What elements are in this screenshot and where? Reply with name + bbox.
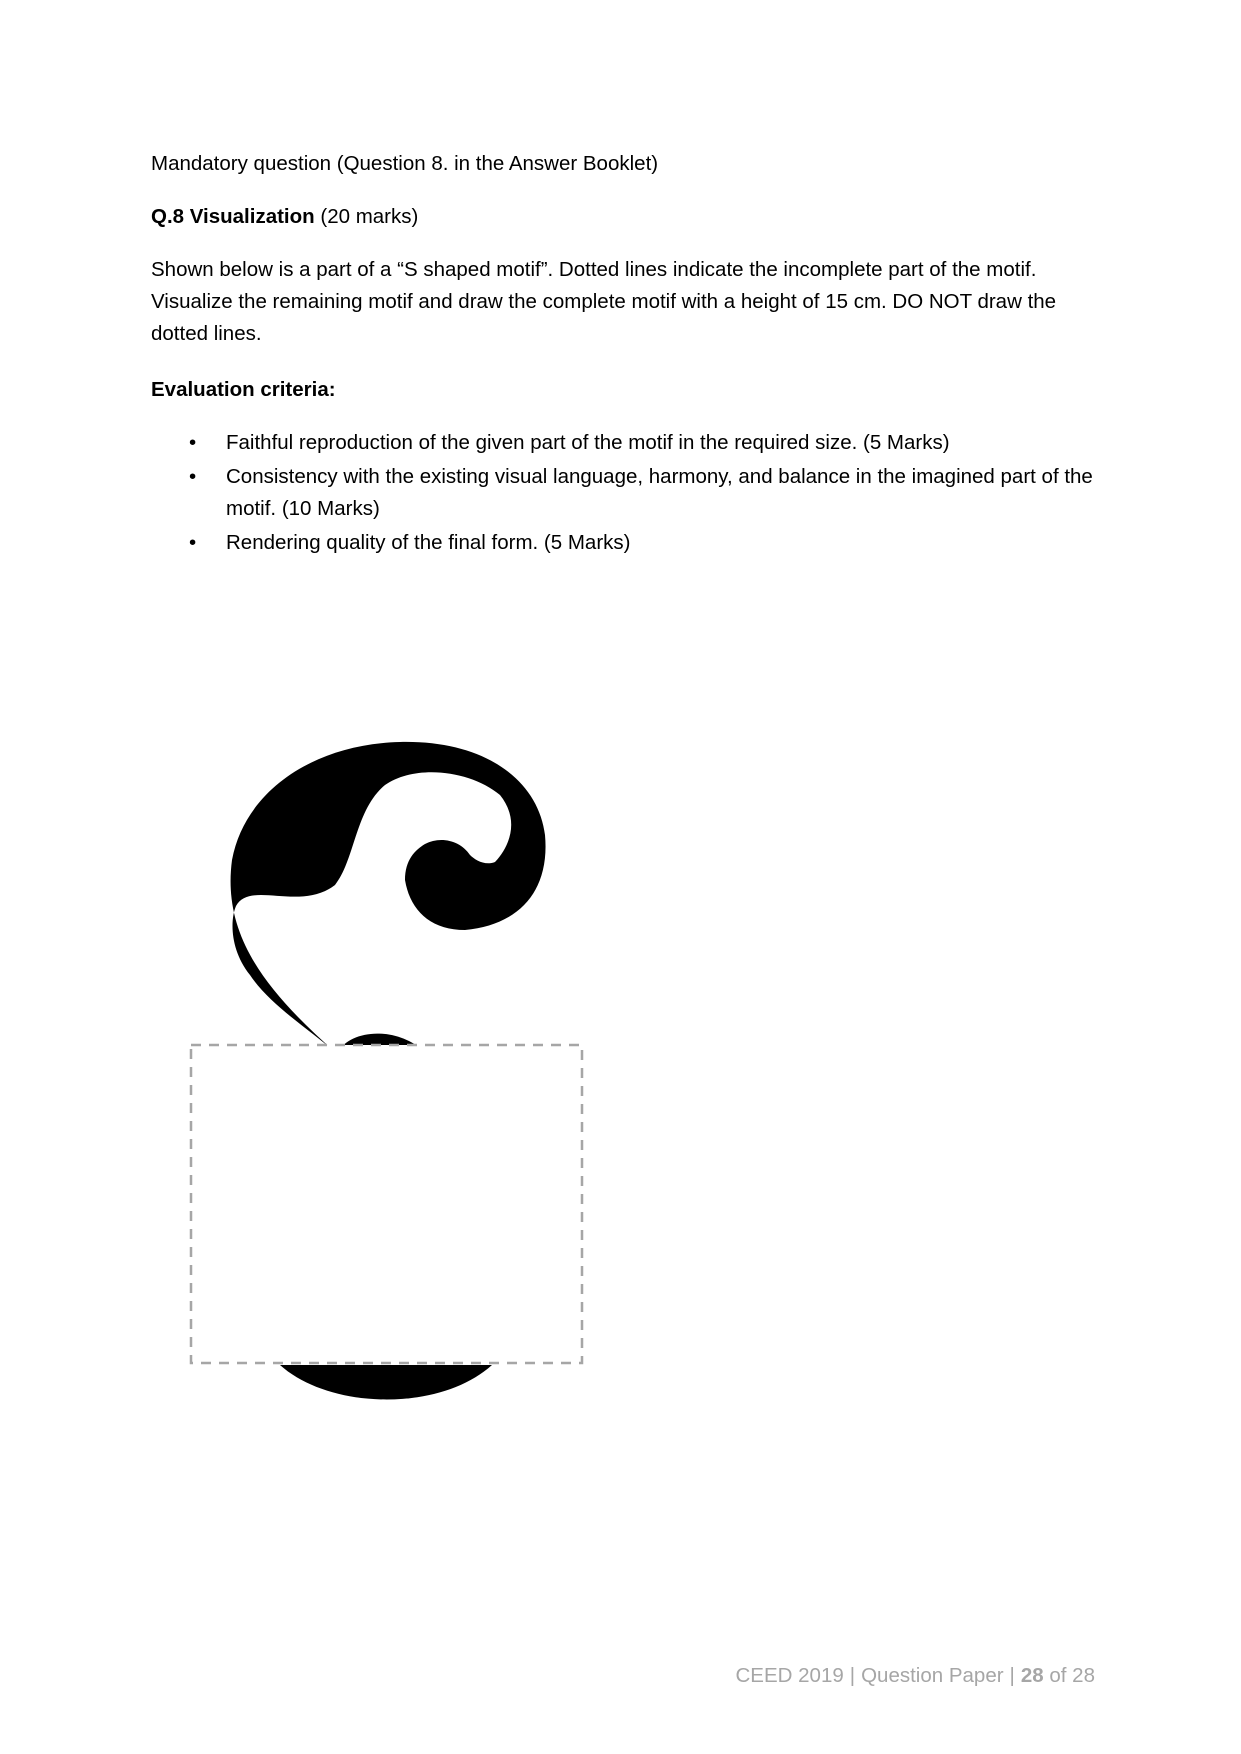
bullet-icon: • [189, 465, 197, 488]
footer-page-current: 28 [1020, 1664, 1044, 1687]
motif-upper-part [231, 742, 546, 1052]
question-description: Shown below is a part of a “S shaped motif”. Dotted lines indicate the incomplete part of the motif. Visualize the remaining motif and draw the complete motif with a height of 15 cm. DO NOT draw the dotted lines. [151, 258, 1057, 345]
footer-paper: Question Paper [861, 1664, 1004, 1687]
bullet-icon: • [189, 431, 197, 454]
page-footer [736, 1660, 1096, 1692]
incomplete-region-box [191, 1045, 582, 1363]
footer-exam: CEED 2019 [735, 1664, 844, 1687]
footer-separator: | [849, 1664, 856, 1687]
footer-separator: | [1009, 1664, 1015, 1687]
criteria-text: Rendering quality of the final form. (5 Marks) [226, 531, 631, 554]
criteria-text: Consistency with the existing visual language, harmony, and balance in the imagined part of the motif. (10 Marks) [226, 465, 1093, 520]
motif-lower-arc [280, 1365, 492, 1400]
question-marks: (20 marks) [320, 205, 419, 228]
intro-text: Mandatory question (Question 8. in the Answer Booklet) [151, 152, 659, 175]
footer-page-of: of 28 [1049, 1664, 1095, 1687]
evaluation-heading: Evaluation criteria: [151, 378, 336, 401]
question-title: Q.8 Visualization [151, 205, 315, 228]
criteria-text: Faithful reproduction of the given part of the motif in the required size. (5 Marks) [226, 431, 950, 454]
bullet-icon: • [189, 531, 197, 554]
